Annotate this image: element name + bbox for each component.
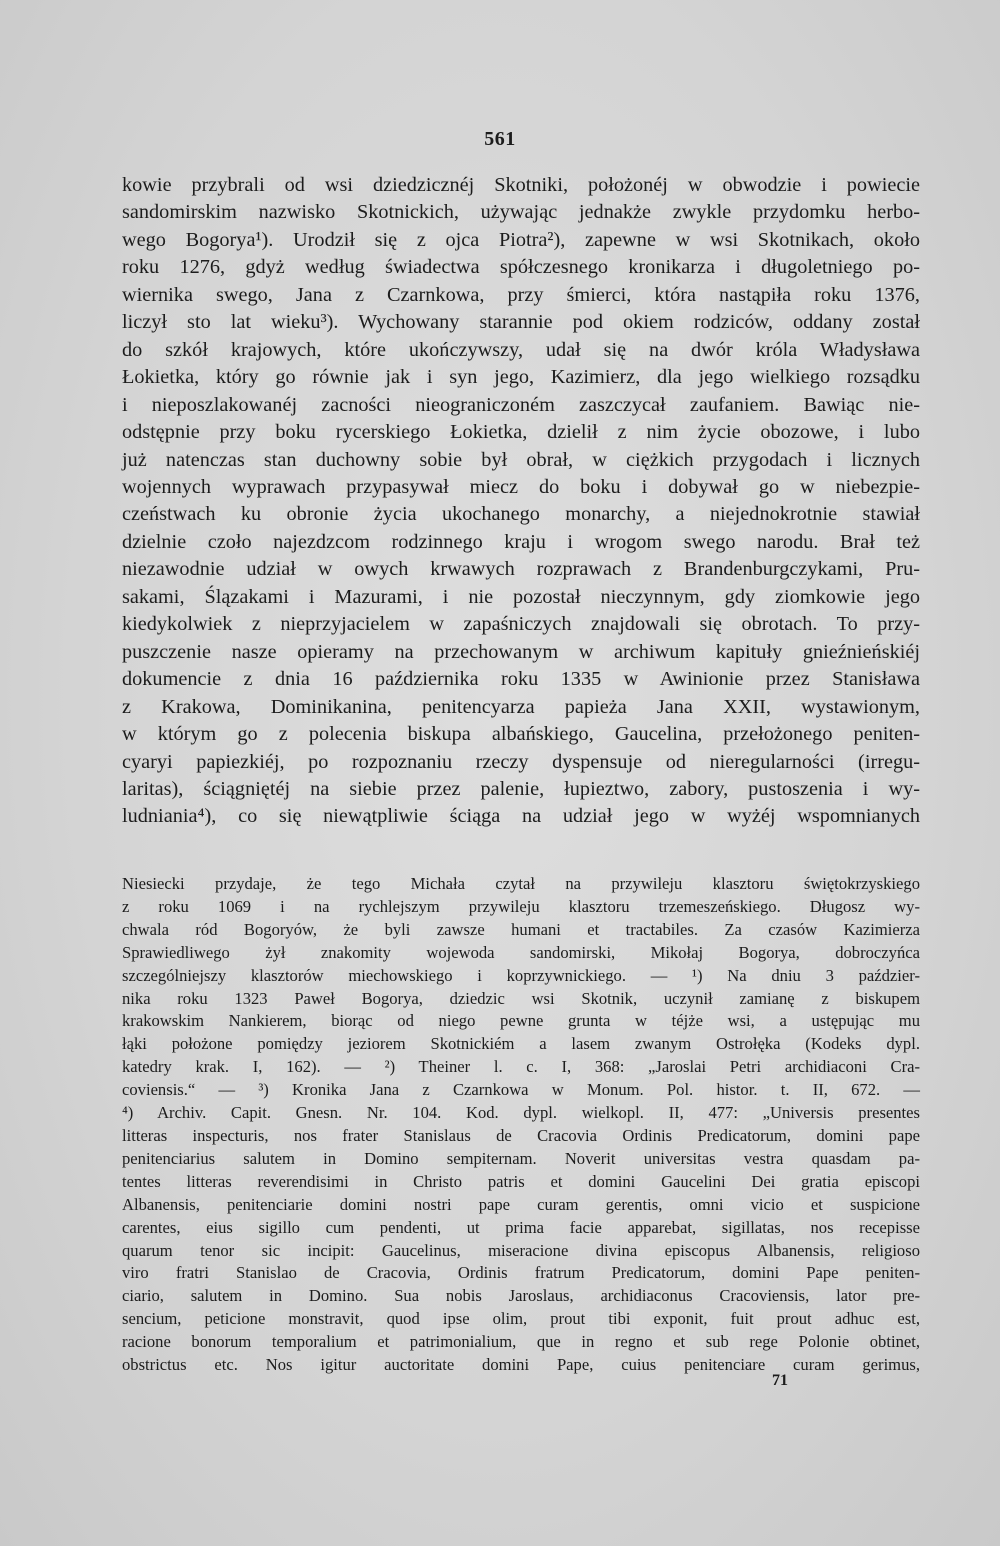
main-text-line: ludniania⁴), co się niewątpliwie ściąga na udział jego w wyżéj wspomnianych	[122, 805, 920, 828]
footnote-line: łąki położone pomiędzy jeziorem Skotnickiém a lasem zwanym Ostrołęka (Kodeks dypl.	[122, 1034, 920, 1054]
footnote-line: Niesiecki przydaje, że tego Michała czytał na przywileju klasztoru świętokrzyskiego	[122, 874, 920, 893]
footnote-line: obstrictus etc. Nos igitur auctoritate domini Pape, cuius penitenciare curam gerimus,	[122, 1355, 920, 1375]
footnote-line: krakowskim Nankierem, biorąc od niego pewne grunta w téjże wsi, a ustępując mu	[122, 1011, 920, 1031]
footnote-line: nika roku 1323 Paweł Bogorya, dziedzic wsi Skotnik, uczynił zamianę z biskupem	[122, 988, 920, 1008]
footnote-line: szczególniejszy klasztorów miechowskiego i koprzywnickiego. — ¹) Na dniu 3 paździer-	[122, 965, 920, 985]
main-text-line: w którym go z polecenia biskupa albańskiego, Gaucelina, przełożonego peniten-	[122, 723, 920, 746]
main-text-line: już natenczas stan duchowny sobie był obrał, w ciężkich przygodach i licznych	[122, 448, 920, 471]
footnote-line: Sprawiedliwego żył znakomity wojewoda sandomirski, Mikołaj Bogorya, dobroczyńca	[122, 942, 920, 962]
main-text-line: dokumencie z dnia 16 października roku 1335 w Awinionie przez Stanisława	[122, 668, 920, 691]
main-text-line: sakami, Ślązakami i Mazurami, i nie pozostał nieczynnym, gdy ziomkowie jego	[122, 585, 920, 608]
main-text-line: laritas), ściągniętéj na siebie przez palenie, łupieztwo, zabory, pustoszenia i wy-	[122, 777, 920, 800]
main-text-line: kiedykolwiek z nieprzyjacielem w zapaśniczych znajdowali się obrotach. To przy-	[122, 613, 920, 636]
footnote-line: ⁴) Archiv. Capit. Gnesn. Nr. 104. Kod. dypl. wielkopl. II, 477: „Universis presentes	[122, 1103, 920, 1123]
main-text-line: dzielnie czoło najezdzcom rodzinnego kraju i wrogom swego narodu. Brał też	[122, 530, 920, 553]
main-text-line: cyaryi papiezkiéj, po rozpoznaniu rzeczy dyspensuje od nieregularności (irregu-	[122, 750, 920, 773]
main-text-line: liczył sto lat wieku³). Wychowany starannie pod okiem rodziców, oddany został	[122, 311, 920, 334]
main-text-line: z Krakowa, Dominikanina, penitencyarza papieża Jana XXII, wystawionym,	[122, 695, 920, 718]
main-text-line: wego Bogorya¹). Urodził się z ojca Piotra²), zapewne w wsi Skotnikach, około	[122, 228, 920, 251]
main-text-line: puszczenie nasze opieramy na przechowanym w archiwum kapituły gnieźnieńskiéj	[122, 640, 920, 663]
main-text-line: sandomirskim nazwisko Skotnickich, używając jednakże zwykle przydomku herbo-	[122, 201, 920, 224]
footnote-block	[122, 873, 920, 1377]
footnote-line: chwala ród Bogoryów, że byli zawsze humani et tractabiles. Za czasów Kazimierza	[122, 919, 920, 939]
main-text-line: czeństwach ku obronie życia ukochanego monarchy, a niejednokrotnie stawiał	[122, 503, 920, 526]
main-text-line: wojennych wyprawach przypasywał miecz do boku i dobywał go w niebezpie-	[122, 475, 920, 498]
footnote-line: coviensis.“ — ³) Kronika Jana z Czarnkowa w Monum. Pol. histor. t. II, 672. —	[122, 1080, 920, 1100]
footnote-line: katedry krak. I, 162). — ²) Theiner l. c. I, 368: „Jaroslai Petri archidiaconi Cra-	[122, 1057, 920, 1077]
footnote-line: carentes, eius sigillo cum pendenti, ut prima facie apparebat, sigillatas, nos recepisse	[122, 1217, 920, 1237]
main-text-line: i nieposzlakowanéj zacności nieograniczoném zaszczycał zaufaniem. Bawiąc nie-	[122, 393, 920, 416]
footnote-line: racione bonorum temporalium et patrimonialium, que in regno et sub rege Polonie obtinet,	[122, 1332, 920, 1352]
footnote-line: ciario, salutem in Domino. Sua nobis Jaroslaus, archidiaconus Cracoviensis, lator pre-	[122, 1286, 920, 1306]
printer-signature-mark: 71	[772, 1372, 788, 1389]
footnote-line: penitenciarius salutem in Domino sempiternam. Noverit universitas vestra quasdam pa-	[122, 1148, 920, 1168]
footnote-line: litteras inspecturis, nos frater Stanislaus de Cracovia Ordinis Predicatorum, domini pape	[122, 1125, 920, 1145]
main-text-line: Łokietka, który go równie jak i syn jego, Kazimierz, dla jego wielkiego rozsądku	[122, 366, 920, 389]
main-text-line: niezawodnie udział w owych krwawych rozprawach z Brandenburgczykami, Pru-	[122, 558, 920, 581]
main-text-line: wiernika swego, Jana z Czarnkowa, przy śmierci, która nastąpiła roku 1376,	[122, 283, 920, 306]
main-text-line: roku 1276, gdyż według świadectwa spółczesnego kronikarza i długoletniego po-	[122, 256, 920, 279]
main-text-line: kowie przybrali od wsi dziedzicznéj Skotniki, położonéj w obwodzie i powiecie	[122, 174, 920, 196]
footnote-line: sencium, peticione monstravit, quod ipse olim, prout tibi exponit, fuit prout adhuc est,	[122, 1309, 920, 1329]
footnote-line: z roku 1069 i na rychlejszym przywileju klasztoru trzemeszeńskiego. Długosz wy-	[122, 896, 920, 916]
footnote-line: Albanensis, penitenciarie domini nostri pape curam gerentis, omni vicio et suspicione	[122, 1194, 920, 1214]
footnote-line: tentes litteras reverendisimi in Christo patris et domini Gaucelini Dei gratia episcopi	[122, 1171, 920, 1191]
footnote-line: quarum tenor sic incipit: Gaucelinus, miseracione divina episcopus Albanensis, religioso	[122, 1240, 920, 1260]
main-text-block	[122, 172, 920, 831]
main-text-line: odstępnie przy boku rycerskiego Łokietka, dzielił z nim życie obozowe, i lubo	[122, 421, 920, 444]
footnote-line: viro fratri Stanislao de Cracovia, Ordinis fratrum Predicatorum, domini Pape peniten-	[122, 1263, 920, 1283]
main-text-line: do szkół krajowych, które ukończywszy, udał się na dwór króla Władysława	[122, 338, 920, 361]
page-number: 561	[484, 128, 516, 150]
